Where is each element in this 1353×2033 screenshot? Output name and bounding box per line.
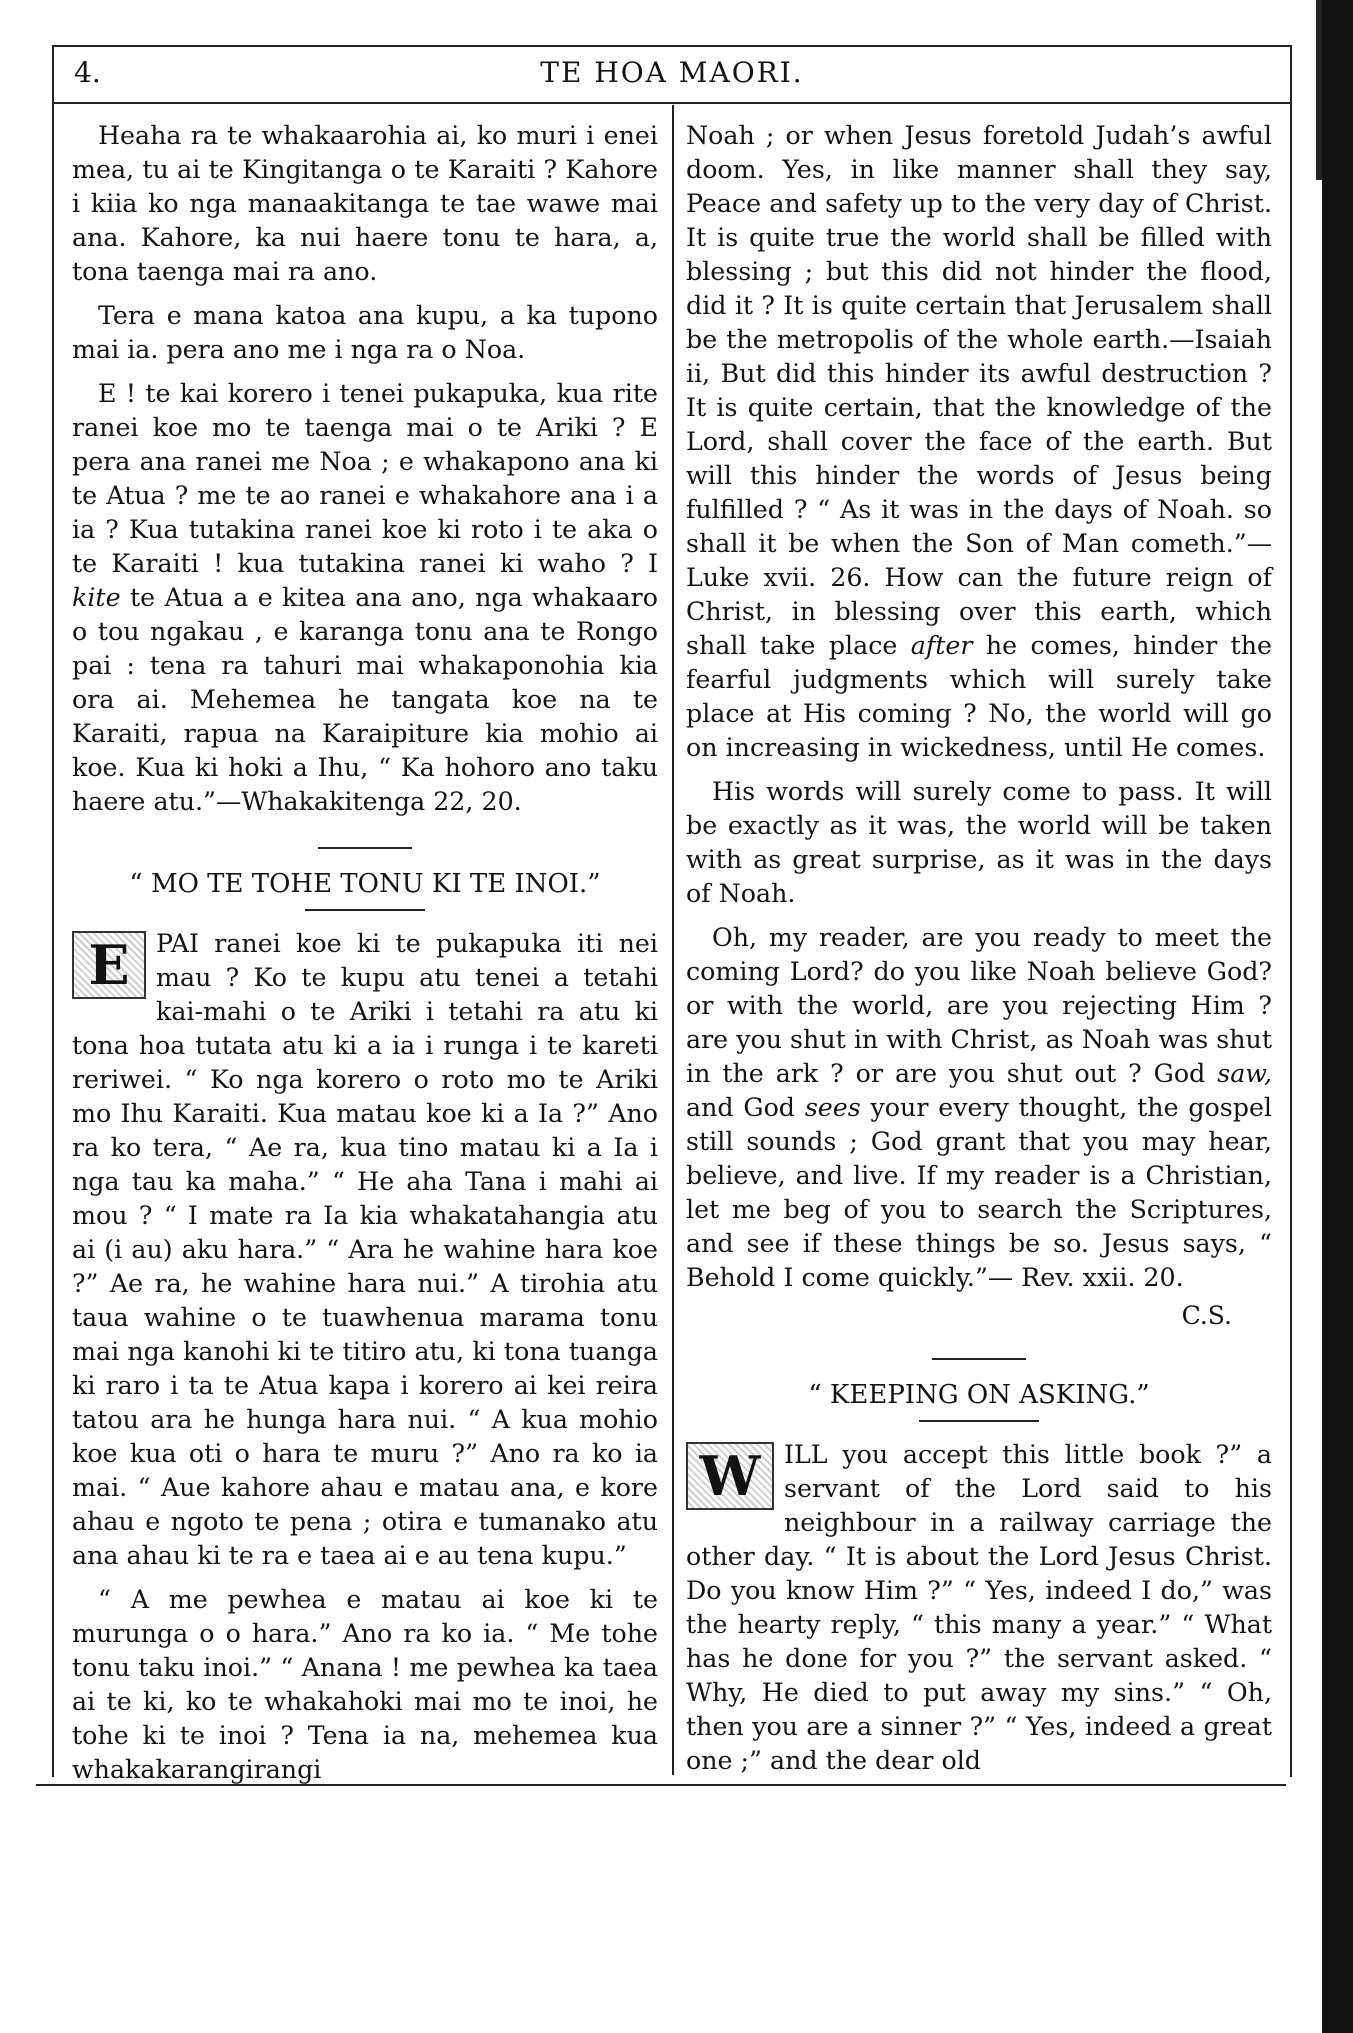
right-paragraph-3 — [686, 921, 1272, 1295]
left-paragraph-3-italic: kite — [72, 583, 121, 612]
right-paragraph-1-italic: after — [910, 631, 973, 660]
running-title: TE HOA MAORI. — [540, 56, 804, 89]
heading-underline — [305, 909, 425, 911]
ornamental-initial-e — [72, 931, 146, 999]
right-paragraph-1 — [686, 119, 1272, 765]
right-paragraph-1-text-b: he comes, hinder the fearful judgments which will surely take place at His coming ? No, the world will go on increasing in wickedness, until He comes. — [686, 631, 1272, 762]
left-paragraph-5: “ A me pewhea e matau ai koe ki te murunga o o hara.” Ano ra ko ia. “ Me tohe tonu taku inoi.” “ Anana ! me pewhea ka taea ai te ki, ko te whakahoki mai mo te inoi, he tohe ki te inoi ? Tena ia na, mehemea kua whakakarangirangi — [72, 1585, 658, 1784]
left-paragraph-3-text-b: te Atua a e kitea ana ano, nga whakaaro o tou ngakau , e karanga tonu ana te Rongo pai : tena ra tahuri mai whakaponohia kia ora ai. Mehemea he tangata koe na te Karaiti, rapua na Karaipiture kia mohio ai koe. Kua ki hoki a Ihu, “ Ka hohoro ano taku haere atu.”—Whakakitenga 22, 20. — [72, 583, 658, 816]
right-paragraph-3-text-b: and God — [686, 1093, 805, 1122]
author-signature: C.S. — [1181, 1301, 1232, 1330]
left-column — [72, 119, 658, 1784]
scan-edge-notch — [1316, 0, 1322, 180]
page-header — [54, 47, 1290, 104]
section-heading-english: “ KEEPING ON ASKING.” — [808, 1380, 1150, 1410]
right-paragraph-3-text-a: Oh, my reader, are you ready to meet the coming Lord? do you like Noah believe God? or with the world, are you rejecting Him ? are you shut in with Christ, as Noah was shut in the ark ? or are you shut out ? God — [686, 923, 1272, 1088]
section-divider-right — [932, 1358, 1026, 1360]
section-divider — [318, 847, 412, 849]
dropcap-paragraph-right — [686, 1438, 1272, 1778]
left-paragraph-3 — [72, 377, 658, 819]
dropcap-letter: E — [88, 933, 130, 997]
right-paragraph-3-text-c: your every thought, the gospel still sounds ; God grant that you may hear, believe, and live. If my reader is a Christian, let me beg of you to search the Scriptures, and see if these things be so. Jesus says, “ Behold I come quickly.”— Rev. xxii. 20. — [686, 1093, 1273, 1292]
dropcap-paragraph — [72, 927, 658, 1573]
right-paragraph-3-italic-2: sees — [804, 1093, 861, 1122]
page-number: 4. — [74, 56, 101, 89]
bottom-rule — [36, 1784, 1286, 1786]
right-column — [686, 119, 1273, 1775]
ornamental-initial-w — [686, 1442, 774, 1510]
right-paragraph-3-italic-1: saw, — [1217, 1059, 1272, 1088]
column-divider — [672, 105, 674, 1775]
left-paragraph-3-text-a: E ! te kai korero i tenei pukapuka, kua rite ranei koe mo te taenga mai o te Ariki ? E pera ana ranei me Noa ; e whakapono ana ki te Atua ? me te ao ranei e whakahore ana i a ia ? Kua tutakina ranei koe ki roto i te aka o te Karaiti ! kua tutakina ranei ki waho ? I — [72, 379, 658, 578]
right-paragraph-1-text-a: Noah ; or when Jesus foretold Judah’s awful doom. Yes, in like manner shall they say, Peace and safety up to the very day of Christ. It is quite true the world shall be filled with blessing ; but this did not hinder the flood, did it ? It is quite certain that Jerusalem shall be the metropolis of the whole earth.—Isaiah ii, But did this hinder its awful destruction ? It is quite certain, that the knowledge of the Lord, shall cover the face of the earth. But will this hinder the words of Jesus being fulfilled ? “ As it was in the days of Noah. so shall it be when the Son of Man cometh.”—Luke xvii. 26. How can the future reign of Christ, in blessing over this earth, which shall take place — [686, 121, 1272, 660]
newspaper-page — [52, 45, 1292, 1784]
left-paragraph-4: PAI ranei koe ki te pukapuka iti nei mau ? Ko te kupu atu tenei a tetahi kai-mahi o te Ariki i tetahi ra atu ki tona hoa tutata atu ki a ia i runga i te kareti reriwei. “ Ko nga korero o roto mo te Ariki mo Ihu Karaiti. Kua matau koe ki a Ia ?” Ano ra ko tera, “ Ae ra, kua tino matau ki a Ia i nga tau ka maha.” “ He aha Tana i mahi ai mou ? “ I mate ra Ia kia whakatahangia atu ai (i au) aku hara.” “ Ara he wahine hara koe ?” Ae ra, he wahine hara nui.” A tirohia atu taua wahine o te tuawhenua marama tonu mai nga kanohi ki te titiro atu, ki tona tuanga ki raro i ta te Atua kapa i korero ai kei reira tatou ara he hunga hara nui. “ A kua mohio koe kua oti o hara te muru ?” Ano ra ko ia mai. “ Aue kahore ahau e matau ana, e kore ahau e ngoto te pena ; otira e tumanako atu ana ahau ki te ra e taea ai e au tena kupu.” — [72, 929, 658, 1570]
dropcap-letter-right: W — [699, 1444, 761, 1508]
left-paragraph-1: Heaha ra te whakaarohia ai, ko muri i enei mea, tu ai te Kingitanga o te Karaiti ? Kahore i kiia ko nga manaakitanga te tae wawe mai ana. Kahore, ka nui haere tonu te hara, a, tona taenga mai ra ano. — [72, 121, 658, 286]
section-heading-maori: “ MO TE TOHE TONU KI TE INOI.” — [129, 869, 601, 899]
scan-edge-shadow — [1322, 0, 1353, 2033]
left-paragraph-2: Tera e mana katoa ana kupu, a ka tupono mai ia. pera ano me i nga ra o Noa. — [72, 301, 658, 364]
heading-underline-right — [919, 1420, 1039, 1422]
right-paragraph-4: ILL you accept this little book ?” a servant of the Lord said to his neighbour in a railway carriage the other day. “ It is about the Lord Jesus Christ. Do you know Him ?” “ Yes, indeed I do,” was the hearty reply, “ this many a year.” “ What has he done for you ?” the servant asked. “ Why, He died to put away my sins.” “ Oh, then you are a sinner ?” “ Yes, indeed a great one ;” and the dear old — [686, 1440, 1272, 1775]
right-paragraph-2: His words will surely come to pass. It will be exactly as it was, the world will be taken with as great surprise, as it was in the days of Noah. — [686, 777, 1272, 908]
